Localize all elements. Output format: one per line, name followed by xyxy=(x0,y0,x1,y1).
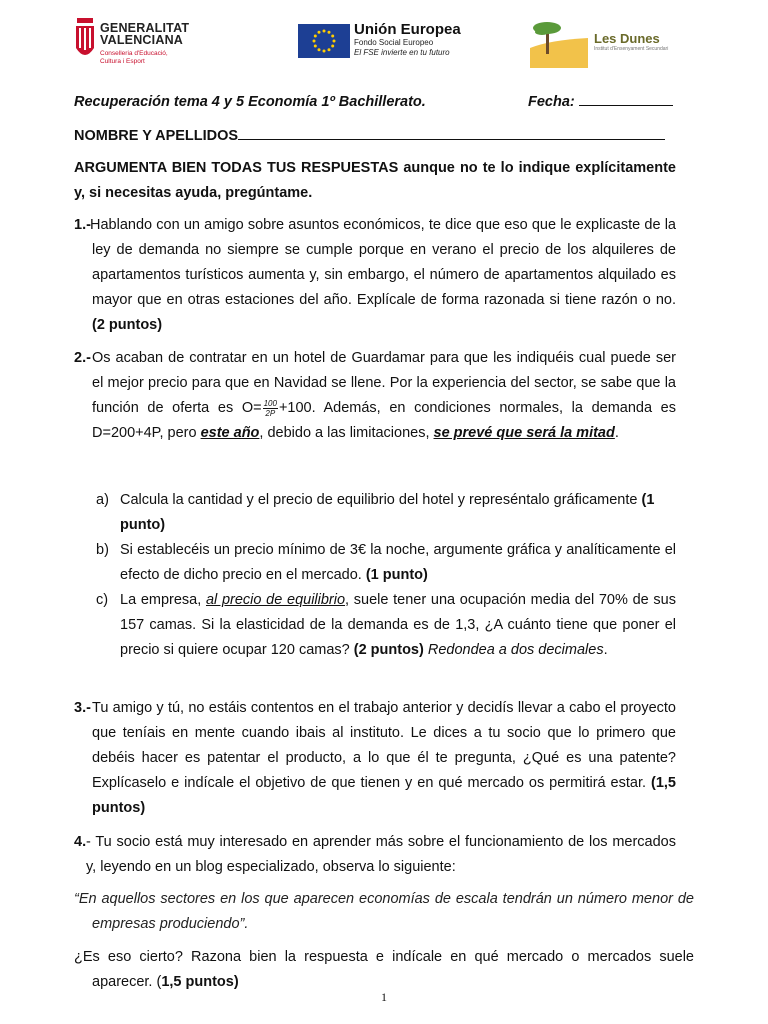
q1-points: (2 puntos) xyxy=(92,317,163,333)
q1-text-block xyxy=(92,213,676,338)
q2c-end: . xyxy=(603,642,608,658)
q2b-text: Si establecéis un precio mínimo de 3€ la noche, argumente gráfica y analíticamente el efecto de dicho precio en el mercado. xyxy=(120,542,676,583)
q4-question-block xyxy=(74,945,694,995)
exam-title: Recuperación tema 4 y 5 Economía 1º Bachillerato. xyxy=(74,94,426,110)
q2-end: . xyxy=(614,425,619,441)
dunes-subtitle: Institut d'Ensenyament Secundari xyxy=(594,46,669,52)
name-label: NOMBRE Y APELLIDOS xyxy=(74,128,239,144)
q4-question: ¿Es eso cierto? Razona bien la respuesta e indícale en qué mercado o mercados suele aparecer. ( xyxy=(74,949,694,990)
exam-title-line xyxy=(74,90,676,115)
q2b-points: (1 punto) xyxy=(365,567,428,583)
q2b-block xyxy=(120,538,676,588)
conselleria-name-2: Cultura i Esport xyxy=(100,58,145,65)
generalitat-name-1: GENERALITAT xyxy=(100,21,190,35)
q2-text-a: Os acaban de contratar en un hotel de Guardamar para que les indiquéis cual puede ser el mejor precio para que en Navidad se llene. Por la experiencia del sector, se sabe que la función de oferta es O= xyxy=(92,350,676,416)
fraction-numerator: 100 xyxy=(263,398,277,408)
q1-text: Hablando con un amigo sobre asuntos económicos, te dice que eso que le explicaste de la ley de demanda no siempre se cumple porque en verano el precio de los alquileres de apartamentos turísticos aumenta y, sin embargo, el número de apartamentos alquilado es mayor que en otras estaciones del año. Explícale de forma razonada si tiene razón o no. xyxy=(90,217,676,308)
fraction-denominator: 2P xyxy=(265,408,276,418)
q2c-label: c) xyxy=(96,592,109,608)
dunes-title: Les Dunes xyxy=(594,31,660,46)
instructions xyxy=(74,156,676,206)
page-header xyxy=(0,14,768,74)
q1-number: 1.- xyxy=(74,217,91,233)
page-number: 1 xyxy=(381,990,387,1004)
eu-slogan: El FSE invierte en tu futuro xyxy=(354,48,450,57)
instruction-bold: ARGUMENTA BIEN TODAS TUS RESPUESTAS xyxy=(74,160,399,176)
date-field xyxy=(528,90,673,115)
generalitat-logo xyxy=(74,18,204,70)
q2c-text-b: , suele tener una ocupación media del 70% de sus 157 camas. Si la elasticidad de la demanda es de 1,3, ¿A cuánto tiene que poner el precio si quiere ocupar 120 camas? xyxy=(120,592,676,658)
q2-text-c: , debido a las limitaciones, xyxy=(259,425,434,441)
q4-number: 4. xyxy=(74,834,87,850)
q2a-points: (1 punto) xyxy=(120,492,655,533)
les-dunes-logo xyxy=(530,18,680,70)
q2-number: 2.- xyxy=(74,350,91,366)
name-blank[interactable] xyxy=(238,127,665,140)
q2c-italic: Redondea a dos decimales xyxy=(423,642,604,658)
q2a-label: a) xyxy=(96,492,109,508)
q2-se-preve: se prevé que será la mitad xyxy=(433,425,615,441)
eu-title: Unión Europea xyxy=(354,21,461,38)
q2-text-block xyxy=(92,346,676,446)
date-label: Fecha: xyxy=(528,94,575,110)
q4-text-block xyxy=(86,830,676,880)
q2-este-ano: este año xyxy=(200,425,260,441)
q2a-block xyxy=(120,488,676,538)
q4-quote: “En aquellos sectores en los que aparecen economías de escala tendrán un número menor de empresas produciendo”. xyxy=(74,891,694,932)
name-line xyxy=(74,124,676,149)
dunes-tree-icon xyxy=(530,18,588,68)
union-europea-logo xyxy=(298,22,488,66)
q2c-points: (2 puntos) xyxy=(353,642,424,658)
generalitat-emblem-icon xyxy=(74,18,96,66)
eu-fund-name: Fondo Social Europeo xyxy=(354,38,434,47)
q2c-block xyxy=(120,588,676,663)
q3-number: 3.- xyxy=(74,700,91,716)
q2a-text: Calcula la cantidad y el precio de equilibrio del hotel y represéntalo gráficamente xyxy=(120,492,642,508)
conselleria-name-1: Conselleria d'Educació, xyxy=(100,50,168,57)
generalitat-name-2: VALENCIANA xyxy=(100,33,184,47)
supply-fraction xyxy=(263,399,278,418)
date-blank[interactable] xyxy=(579,93,673,106)
q2c-underline: al precio de equilibrio xyxy=(205,592,346,608)
q2-text-b: +100. Además, en condiciones normales, la demanda es D=200+4P, pero xyxy=(92,400,676,441)
q4-points: 1,5 puntos) xyxy=(161,974,239,990)
q3-text-block xyxy=(92,696,676,821)
q3-text: Tu amigo y tú, no estáis contentos en el trabajo anterior y decidís llevar a cabo el proyecto que teníais en mente cuando ibais al instituto. Le dices a tu socio que lo primero que debéis hacer es patentar el producto, a lo que él te pregunta, ¿Qué es una patente? Explícaselo e indícale el objetivo de que tienen y en qué mercado os permitirá estar. xyxy=(92,700,676,791)
q3-points: (1,5 puntos) xyxy=(92,775,676,816)
q2c-text-a: La empresa, xyxy=(120,592,206,608)
instruction-tail: si necesitas ayuda, pregúntame. xyxy=(89,185,313,201)
q4-text: - Tu socio está muy interesado en aprender más sobre el funcionamiento de los mercados y, leyendo en un blog especializado, observa lo siguiente: xyxy=(86,834,676,875)
instruction-middle: aunque no te lo indique explícitamente y, xyxy=(74,160,676,201)
eu-flag-icon xyxy=(298,24,350,58)
q2b-label: b) xyxy=(96,542,109,558)
